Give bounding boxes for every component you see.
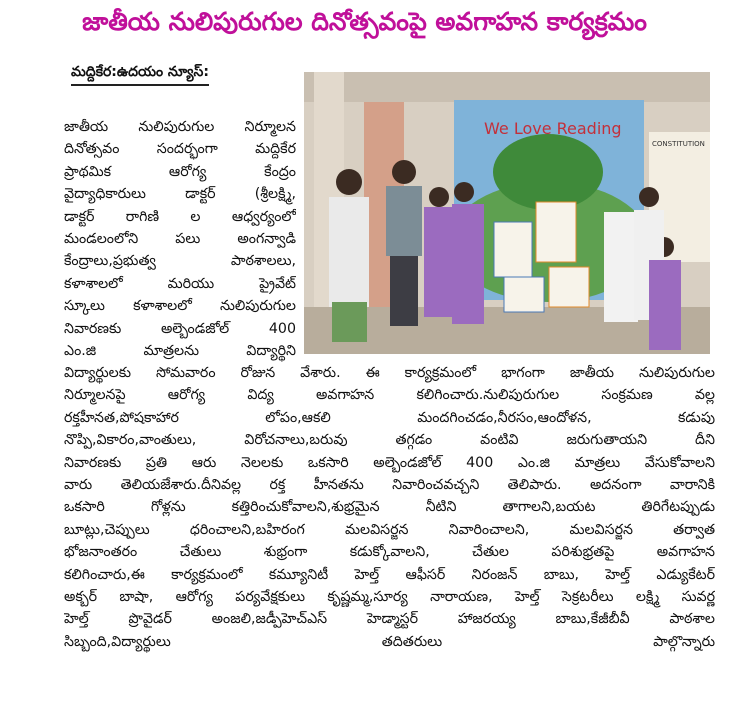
article-line: కలిగించారు,ఈ కార్యక్రమంలో కమ్యూనిటీ హెల్త్ ఆఫీసర్ నిరంజన్ బాబు, హెల్త్ ఎడ్యుకేటర్ (64, 566, 715, 583)
article-line: నొప్పి,వికారం,వాంతులు, విరోచనాలు,బరువు తగ్గడం వంటివి జరుగుతాయని దీని (64, 432, 715, 449)
article-line: నిర్మూలనపై ఆరోగ్య విద్య అవగాహన కలిగించారు.నులిపురుగుల సంక్రమణ వల్ల (64, 387, 715, 404)
article-line: బూట్లు,చెప్పులు ధరించాలని,బహిరంగ మలవిసర్జన నివారించాలని, మలవిసర్జన తర్వాత (64, 521, 715, 538)
article-line: స్కూలు కళాశాలలో నులిపురుగుల (64, 298, 296, 315)
article-line: వైద్యాధికారులు డాక్టర్ (శ్రీలక్ష్మి, (64, 186, 296, 203)
article-line: విద్యార్థులకు సోమవారం రోజున వేశారు. ఈ కార్యక్రమంలో భాగంగా జాతీయ నులిపురుగుల (64, 365, 715, 381)
article-line: రక్తహీనత,పోషకాహార లోపం,ఆకలి మందగించడం,నీరసం,ఆందోళన, కడుపు (64, 409, 715, 426)
photo-illustration (304, 72, 710, 354)
article-line: కళాశాలలో మరియు ప్రైవేట్ (64, 275, 296, 292)
article-line: నివారణకు అల్బెండజోల్ 400 (64, 320, 296, 337)
article-line: ఎం.జి మాత్రలను విద్యార్థిని (64, 343, 296, 360)
article-line: హెల్త్ ప్రొవైడర్ అంజలి,జడ్పీహెచ్ఎస్ హెడ్మాస్టర్ హాజరయ్య బాబు,కేజీబీవీ పాఠశాల (64, 611, 715, 628)
article-line: డాక్టర్ రాగిణి ల ఆధ్వర్యంలో (64, 208, 296, 225)
headline: జాతీయ నులిపురుగుల దినోత్సవంపై అవగాహన కార్యక్రమం (82, 7, 647, 36)
article-line: వారు తెలియజేశారు.దీనివల్ల రక్త హీనతను నివారించవచ్చని తెలిపారు. అదనంగా వారానికి (64, 477, 715, 494)
article-line: ప్రాథమిక ఆరోగ్య కేంద్రం (64, 163, 296, 180)
article-line: నివారణకు ప్రతి ఆరు నెలలకు ఒకసారి అల్బెండజోల్ 400 ఎం.జి మాత్రలు వేసుకోవాలని (64, 454, 715, 471)
mural-text: We Love Reading (484, 119, 622, 138)
article-line: అక్బర్ బాషా, ఆరోగ్య పర్యవేక్షకులు కృష్ణమ్మ,సూర్య నారాయణ, హెల్త్ సెక్రటరీలు లక్ష్మి సువర్ణ (64, 589, 715, 606)
article-line: భోజనాంతరం చేతులు శుభ్రంగా కడుక్కోవాలని, చేతుల పరిశుభ్రతపై అవగాహన (64, 544, 715, 561)
article-line: కేంద్రాలు,ప్రభుత్వ పాఠశాలలు, (64, 253, 296, 270)
news-photo (304, 72, 710, 354)
article-line: సిబ్బంది,విద్యార్థులు తదితరులు పాల్గొన్నారు (64, 633, 715, 650)
svg-text:CONSTITUTION: CONSTITUTION (652, 140, 705, 148)
dateline: మద్దికేర:ఉదయం న్యూస్: (71, 64, 209, 86)
article-line: జాతీయ నులిపురుగుల నిర్మూలన (64, 119, 296, 135)
article-line: మండలంలోని పలు అంగన్వాడి (64, 231, 296, 248)
article-column-text (64, 116, 296, 362)
article-line: దినోత్సవం సందర్భంగా మద్దికేర (64, 141, 296, 158)
article-full-text (64, 362, 715, 653)
article-line: ఒకసారి గోళ్లను కత్తిరించుకోవాలని,శుభ్రమైన నీటిని తాగాలని,బయట తిరిగేటప్పుడు (64, 499, 715, 516)
